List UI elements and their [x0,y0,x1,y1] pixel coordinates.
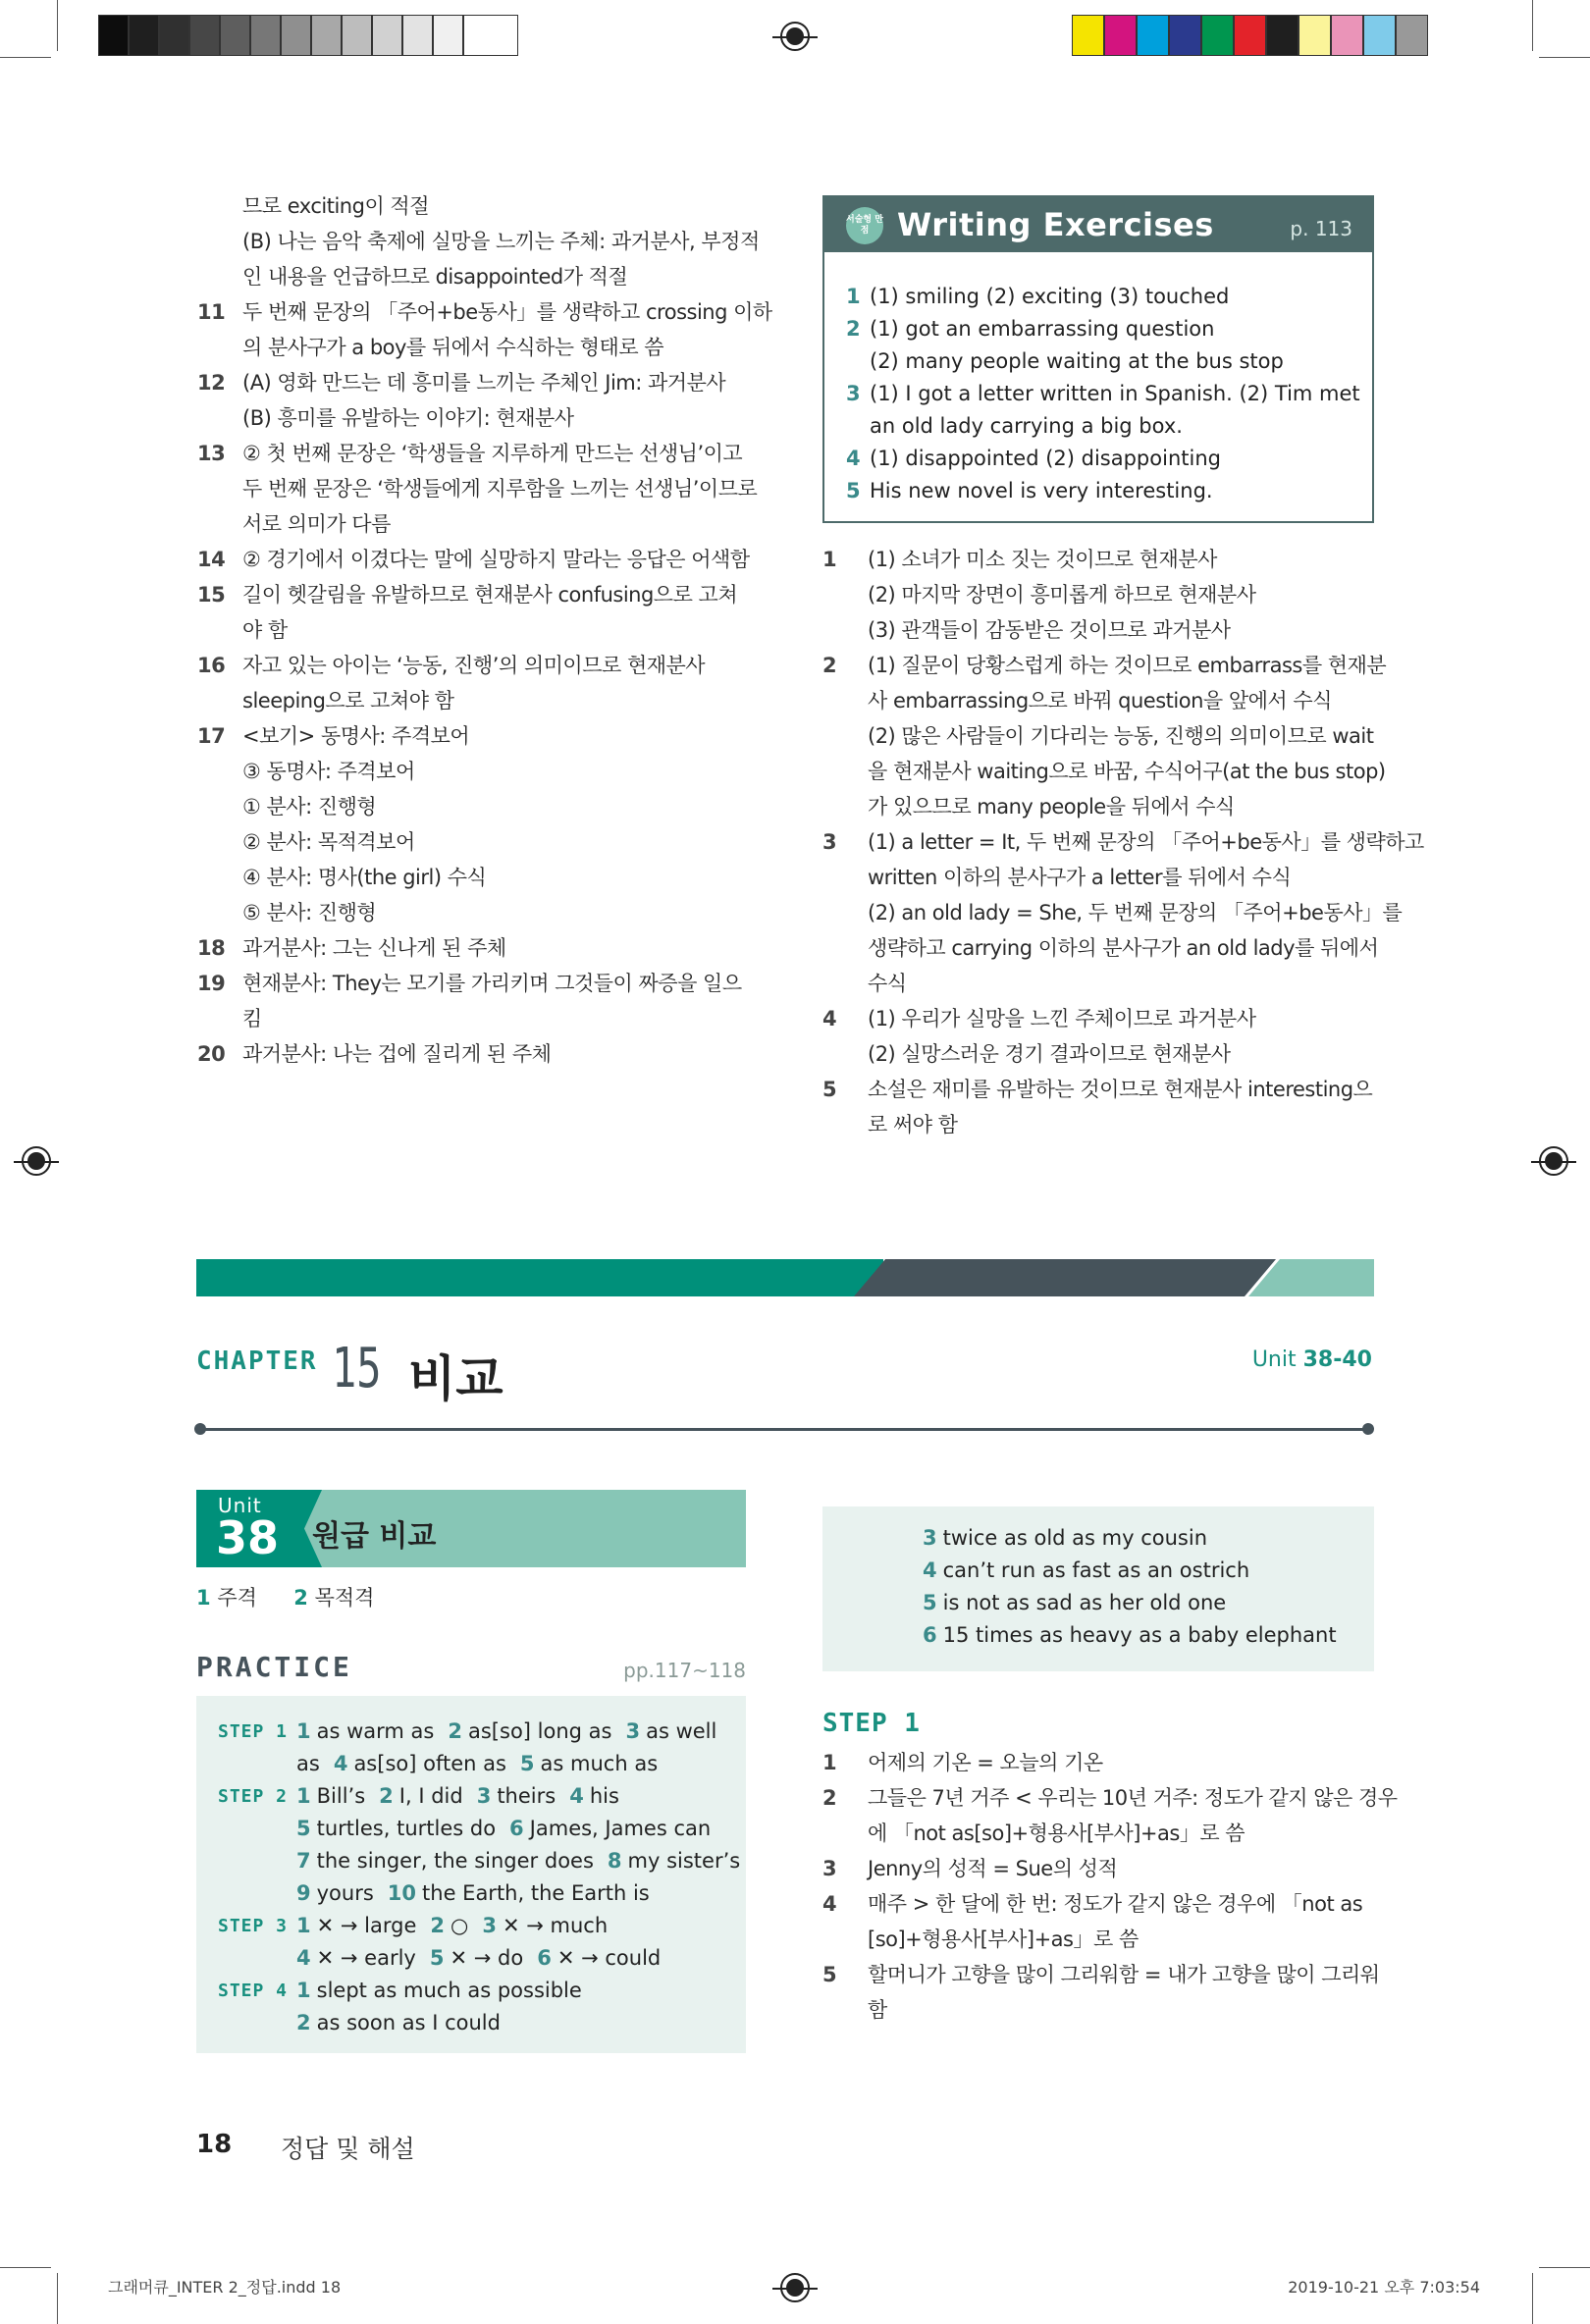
right-box-text: 15 times as heavy as a baby elephant [942,1623,1337,1647]
answer-line [868,683,1378,718]
practice-item-number: 3 [625,1719,641,1743]
answer-line [242,789,753,824]
answer-text: 두 번째 문장의 「주어+be동사」를 생략하고 crossing 이하 [242,300,772,324]
answer-line [822,1780,1398,1816]
writing-badge-icon [846,207,883,244]
answer-line [822,542,1378,577]
right-box-line [923,1522,1207,1555]
slug-date: 2019-10-21 오후 7:03:54 [1288,2278,1480,2297]
page-number: 18 [196,2130,233,2159]
practice-step-label: STEP 4 [218,1981,289,2001]
writing-line-text: (1) smiling (2) exciting (3) touched [870,285,1230,308]
answer-line [197,365,753,400]
answer-line [868,930,1378,966]
right-box-line [923,1587,1226,1619]
answer-text: 생략하고 carrying 이하의 분사구가 an old lady를 뒤에서 [868,936,1379,960]
chapter-unit-range: 38-40 [1302,1347,1372,1372]
practice-item-number: 2 [430,1914,446,1937]
practice-item-text: ✕ → do [450,1946,524,1970]
practice-item-text: his [589,1784,619,1808]
practice-item-text: as[so] often as [353,1752,506,1775]
answer-line [868,895,1403,930]
writing-badge-text: 서술형 만점 [846,215,883,236]
right-box-number: 6 [923,1623,937,1647]
answer-line [822,1886,1378,1922]
practice-line [296,1975,596,2007]
writing-line-number: 5 [846,479,861,502]
left-answers [197,188,772,1072]
practice-item-text: ✕ → large [316,1914,417,1937]
answer-text: 가 있으므로 many people을 뒤에서 수식 [868,795,1235,819]
answer-line [822,1072,1378,1107]
answer-text: 두 번째 문장은 ‘학생들에게 지루함을 느끼는 선생님’이므로 [242,477,758,501]
answer-text: 길이 헷갈림을 유발하므로 현재분사 confusing으로 고쳐 [242,583,738,607]
slug-file: 그래머큐_INTER 2_정답.indd 18 [108,2278,342,2297]
answer-text: 로 써야 함 [868,1113,958,1136]
answer-line [868,789,1378,824]
practice-line [296,1780,633,1813]
step1-title: STEP 1 [822,1709,921,1738]
answer-text: ⑤ 분사: 진행형 [242,901,377,924]
writing-line-text: (1) I got a letter written in Spanish. (2) Tim met [870,382,1360,405]
practice-step-label: STEP 3 [218,1916,289,1936]
answer-number: 16 [197,654,226,677]
practice-item-number: 2 [448,1719,462,1743]
answer-number: 13 [197,442,226,465]
answer-text: 매주 > 한 달에 한 번: 정도가 같지 않은 경우에 「not as [868,1892,1363,1916]
practice-item-number: 9 [296,1881,311,1905]
answer-number: 1 [822,548,837,571]
writing-line-text: (1) disappointed (2) disappointing [870,447,1221,470]
answer-line [242,188,753,224]
answer-line [197,966,753,1001]
practice-line [296,1813,724,1845]
practice-title: PRACTICE [196,1651,352,1683]
answer-line [242,506,753,542]
answer-line [242,612,753,648]
answer-text: 함 [868,1998,887,2022]
answer-text: (2) 마지막 장면이 흥미롭게 하므로 현재분사 [868,583,1256,607]
practice-item-number: 3 [482,1914,497,1937]
practice-item-number: 2 [379,1784,394,1808]
answer-line [242,683,753,718]
answer-text: (B) 나는 음악 축제에 실망을 느끼는 주체: 과거분사, 부정적 [242,230,760,253]
practice-item-number: 4 [296,1946,311,1970]
practice-item-text: as soon as I could [316,2011,501,2034]
practice-item-text: ✕ → much [502,1914,609,1937]
answer-text: ② 분사: 목적격보어 [242,830,415,854]
answer-text: (1) a letter = It, 두 번째 문장의 「주어+be동사」를 생략하고 [868,830,1424,854]
answer-text: 의 분사구가 a boy를 뒤에서 수식하는 형태로 씀 [242,336,664,359]
practice-item-text: my sister’s [627,1849,741,1873]
practice-item-text: theirs [497,1784,556,1808]
practice-line [296,1942,674,1975]
practice-item-number: 1 [296,1979,311,2002]
answer-text: 므로 exciting이 적절 [242,194,429,218]
writing-line [846,443,1221,475]
answer-line [242,400,753,436]
answer-text: 수식 [868,972,907,995]
answer-line [197,930,753,966]
step1-answers [822,1745,1398,2028]
chapter-banner [196,1259,1374,1296]
writing-line-text: His new novel is very interesting. [870,479,1213,502]
answer-number: 19 [197,972,226,995]
unit-header [196,1490,746,1567]
answer-text: (B) 흥미를 유발하는 이야기: 현재분사 [242,406,574,430]
practice-item-number: 2 [296,2011,311,2034]
practice-item-number: 7 [296,1849,311,1873]
answer-line [197,577,753,612]
answer-text: 어제의 기온 = 오늘의 기온 [868,1751,1103,1774]
answer-text: 을 현재분사 waiting으로 바꿈, 수식어구(at the bus stop) [868,760,1386,783]
answer-line [868,718,1378,754]
practice-item-number: 8 [607,1849,622,1873]
answer-text: ② 경기에서 이겼다는 말에 실망하지 말라는 응답은 어색함 [242,548,750,571]
practice-item-number: 3 [476,1784,492,1808]
answer-number: 5 [822,1963,837,1986]
answer-text: ③ 동명사: 주격보어 [242,760,415,783]
practice-item-text: Bill’s [316,1784,366,1808]
answer-text: <보기> 동명사: 주격보어 [242,724,470,748]
practice-item-text: ✕ → could [556,1946,662,1970]
practice-line [296,1877,663,1910]
writing-page: p. 113 [1290,217,1352,240]
right-answer-box [822,1506,1374,1671]
registration-mark-bottom [780,2273,810,2302]
right-box-number: 4 [923,1558,937,1582]
answer-line [242,224,760,259]
writing-line [846,313,1214,345]
answer-line [242,259,753,294]
answer-text: (1) 소녀가 미소 짓는 것이므로 현재분사 [868,548,1217,571]
writing-exercises-box [822,195,1374,523]
practice-line [296,1748,671,1780]
answer-text: 야 함 [242,618,288,642]
writing-line-number: 1 [846,285,861,308]
answer-number: 12 [197,371,226,395]
answer-number: 2 [822,1786,837,1810]
answer-line [242,754,753,789]
practice-step-label: STEP 1 [218,1721,289,1742]
unit-answer-2: 목적격 [314,1586,375,1610]
unit-answer-num-2: 2 [293,1586,308,1610]
answer-line [822,1957,1380,1992]
registration-mark-right [1539,1146,1568,1176]
writing-line [846,345,1284,378]
answer-line [822,1001,1378,1036]
answer-number: 5 [822,1078,837,1101]
answer-text: 과거분사: 나는 겁에 질리게 된 주체 [242,1042,552,1066]
right-box-line [923,1555,1249,1587]
practice-item-text: the singer, the singer does [316,1849,594,1873]
writing-line [846,378,1360,410]
answer-line [242,1001,753,1036]
answer-text: Jenny의 성적 = Sue의 성적 [868,1857,1118,1880]
chapter-label: CHAPTER [196,1347,318,1376]
practice-item-text: ○ [450,1914,469,1937]
writing-line-number: 2 [846,317,861,341]
practice-item-text: I, I did [398,1784,463,1808]
practice-item-number: 1 [296,1914,311,1937]
answer-text: [so]+형용사[부사]+as」로 씀 [868,1928,1139,1951]
practice-line [296,1910,621,1942]
answer-text: 할머니가 고향을 많이 그리워함 = 내가 고향을 많이 그리워 [868,1963,1380,1986]
answer-text: written 이하의 분사구가 a letter를 뒤에서 수식 [868,866,1292,889]
practice-line [296,1716,730,1748]
answer-text: ② 첫 번째 문장은 ‘학생들을 지루하게 만드는 선생님’이고 [242,442,743,465]
writing-line [846,281,1229,313]
answer-text: (A) 영화 만드는 데 흥미를 느끼는 주체인 Jim: 과거분사 [242,371,726,395]
answer-line [822,824,1424,860]
right-box-number: 5 [923,1591,937,1614]
answer-line [242,895,753,930]
practice-item-text: as well [646,1719,717,1743]
practice-item-number: 1 [296,1784,311,1808]
practice-item-number: 6 [537,1946,552,1970]
practice-item-number: 5 [519,1752,535,1775]
answer-line [868,1107,1378,1142]
registration-mark-top [780,22,810,51]
unit-answer-num-1: 1 [196,1586,211,1610]
practice-item-text: yours [316,1881,374,1905]
practice-item-number: 1 [296,1719,311,1743]
answer-text: 현재분사: They는 모기를 가리키며 그것들이 짜증을 일으 [242,972,742,995]
answer-line [197,648,753,683]
practice-item-number: 5 [429,1946,445,1970]
unit-answers [196,1580,374,1615]
answer-text: ① 분사: 진행형 [242,795,377,819]
answer-text: (2) an old lady = She, 두 번째 문장의 「주어+be동사」를 [868,901,1403,924]
answer-number: 3 [822,830,837,854]
answer-number: 11 [197,300,226,324]
writing-exercises-header [824,197,1372,252]
right-box-number: 3 [923,1526,937,1550]
answer-line [868,860,1378,895]
practice-item-number: 4 [333,1752,348,1775]
writing-line-text: an old lady carrying a big box. [870,414,1183,438]
practice-item-text: as much as [540,1752,659,1775]
practice-line [296,1845,754,1877]
practice-item-text: as [296,1752,320,1775]
answer-text: 자고 있는 아이는 ‘능동, 진행’의 의미이므로 현재분사 [242,654,706,677]
answer-text: sleeping으로 고쳐야 함 [242,689,454,713]
right-box-text: is not as sad as her old one [942,1591,1227,1614]
chapter-rule [199,1428,1367,1431]
answer-text: 그들은 7년 거주 < 우리는 10년 거주: 정도가 같지 않은 경우 [868,1786,1398,1810]
answer-text: 킴 [242,1007,262,1030]
answer-text: (1) 우리가 실망을 느낀 주체이므로 과거분사 [868,1007,1256,1030]
answer-line [242,824,753,860]
chapter-units [1252,1347,1372,1372]
answer-number: 3 [822,1857,837,1880]
chapter-unit-label: Unit [1251,1347,1297,1372]
writing-line-text: (1) got an embarrassing question [870,317,1215,341]
answer-number: 14 [197,548,226,571]
practice-item-text: as[so] long as [468,1719,612,1743]
answer-line [868,577,1378,612]
writing-line-number: 3 [846,382,861,405]
answer-text: 과거분사: 그는 신나게 된 주체 [242,936,506,960]
answer-line [242,471,758,506]
practice-item-number: 6 [509,1817,524,1840]
rule-dot-left [194,1423,206,1435]
answer-number: 4 [822,1892,837,1916]
right-box-line [923,1619,1337,1652]
answer-text: ④ 분사: 명사(the girl) 수식 [242,866,487,889]
right-box-text: twice as old as my cousin [942,1526,1208,1550]
answer-line [197,718,753,754]
answer-line [868,1922,1378,1957]
answer-line [868,1816,1378,1851]
practice-item-text: James, James can [529,1817,712,1840]
answer-line [868,966,1378,1001]
answer-line [868,612,1378,648]
answer-line [197,542,753,577]
right-answers [822,542,1424,1142]
unit-number: 38 [216,1511,280,1564]
answer-line [242,860,753,895]
answer-line [242,330,753,365]
writing-title: Writing Exercises [897,206,1214,243]
answer-line [197,436,753,471]
writing-line [846,410,1183,443]
answer-text: (3) 관객들이 감동받은 것이므로 과거분사 [868,618,1231,642]
chapter-number: 15 [332,1337,382,1400]
practice-step-label: STEP 2 [218,1786,289,1807]
answer-number: 4 [822,1007,837,1030]
answer-text: (2) 많은 사람들이 기다리는 능동, 진행의 의미이므로 wait [868,724,1374,748]
rule-dot-right [1362,1423,1374,1435]
practice-box [196,1696,746,2053]
answer-number: 1 [822,1751,837,1774]
answer-line [197,294,772,330]
practice-item-number: 10 [387,1881,417,1905]
answer-number: 2 [822,654,837,677]
answer-text: (1) 질문이 당황스럽게 하는 것이므로 embarrass를 현재분 [868,654,1387,677]
writing-line-number: 4 [846,447,861,470]
answer-line [822,1745,1378,1780]
practice-item-text: as warm as [316,1719,435,1743]
practice-item-text: slept as much as possible [316,1979,582,2002]
answer-line [197,1036,753,1072]
registration-mark-left [22,1146,51,1176]
unit-answer-1: 주격 [217,1586,257,1610]
practice-item-number: 5 [296,1817,311,1840]
footer-section: 정답 및 해설 [281,2135,415,2163]
answer-line [822,648,1387,683]
answer-text: 소설은 재미를 유발하는 것이므로 현재분사 interesting으 [868,1078,1373,1101]
answer-text: 에 「not as[so]+형용사[부사]+as」로 씀 [868,1822,1246,1845]
answer-line [868,754,1386,789]
practice-pages: pp.117~118 [623,1659,746,1682]
answer-text: 인 내용을 언급하므로 disappointed가 적절 [242,265,628,289]
right-box-text: can’t run as fast as an ostrich [942,1558,1250,1582]
answer-line [822,1851,1378,1886]
unit-label: Unit [218,1494,262,1517]
answer-number: 15 [197,583,226,607]
writing-line [846,475,1213,507]
answer-line [868,1992,1378,2028]
practice-line [296,2007,514,2039]
answer-text: 사 embarrassing으로 바꿔 question을 앞에서 수식 [868,689,1332,713]
practice-item-text: ✕ → early [316,1946,416,1970]
writing-line-text: (2) many people waiting at the bus stop [870,349,1284,373]
practice-item-text: turtles, turtles do [316,1817,497,1840]
chapter-title: 비교 [408,1350,504,1407]
answer-text: 서로 의미가 다름 [242,512,391,536]
practice-item-text: the Earth, the Earth is [422,1881,650,1905]
answer-line [868,1036,1378,1072]
answer-number: 20 [197,1042,226,1066]
practice-item-number: 4 [569,1784,584,1808]
answer-number: 18 [197,936,226,960]
answer-number: 17 [197,724,226,748]
answer-text: (2) 실망스러운 경기 결과이므로 현재분사 [868,1042,1231,1066]
unit-title: 원급 비교 [312,1519,437,1554]
